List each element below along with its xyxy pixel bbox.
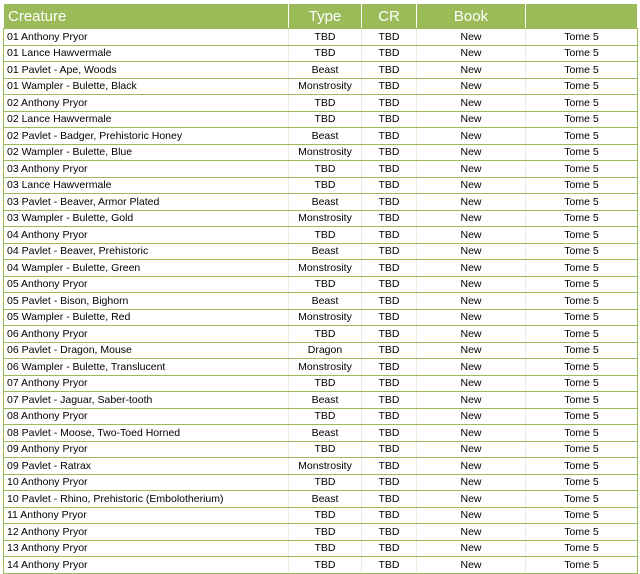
- tome-cell[interactable]: Tome 5: [526, 293, 638, 310]
- tome-cell[interactable]: Tome 5: [526, 95, 638, 112]
- tome-cell[interactable]: Tome 5: [526, 177, 638, 194]
- creature-cell[interactable]: 11 Anthony Pryor: [4, 507, 289, 524]
- book-cell[interactable]: New: [417, 128, 526, 145]
- creature-cell[interactable]: 01 Anthony Pryor: [4, 29, 289, 46]
- creature-cell[interactable]: 03 Wampler - Bulette, Gold: [4, 210, 289, 227]
- tome-cell[interactable]: Tome 5: [526, 227, 638, 244]
- table-row: [4, 425, 638, 442]
- creature-cell[interactable]: 02 Lance Hawvermale: [4, 111, 289, 128]
- type-cell[interactable]: Beast: [289, 194, 362, 211]
- table-row: [4, 557, 638, 574]
- column-header-tome[interactable]: [526, 4, 638, 29]
- book-cell[interactable]: New: [417, 276, 526, 293]
- cr-cell[interactable]: TBD: [362, 78, 417, 95]
- table-row: [4, 441, 638, 458]
- tome-cell[interactable]: Tome 5: [526, 111, 638, 128]
- cr-cell[interactable]: TBD: [362, 194, 417, 211]
- type-cell[interactable]: TBD: [289, 95, 362, 112]
- type-cell[interactable]: Beast: [289, 392, 362, 409]
- book-cell[interactable]: New: [417, 408, 526, 425]
- type-cell[interactable]: TBD: [289, 326, 362, 343]
- table-row: [4, 177, 638, 194]
- table-row: [4, 29, 638, 46]
- type-cell[interactable]: TBD: [289, 507, 362, 524]
- creature-cell[interactable]: 10 Anthony Pryor: [4, 474, 289, 491]
- cr-cell[interactable]: TBD: [362, 62, 417, 79]
- tome-cell[interactable]: Tome 5: [526, 29, 638, 46]
- creature-cell[interactable]: 01 Lance Hawvermale: [4, 45, 289, 62]
- cr-cell[interactable]: TBD: [362, 441, 417, 458]
- cr-cell[interactable]: TBD: [362, 408, 417, 425]
- table-row: [4, 326, 638, 343]
- tome-cell[interactable]: Tome 5: [526, 491, 638, 508]
- cr-cell[interactable]: TBD: [362, 45, 417, 62]
- table-row: [4, 95, 638, 112]
- book-cell[interactable]: New: [417, 210, 526, 227]
- cr-cell[interactable]: TBD: [362, 227, 417, 244]
- book-cell[interactable]: New: [417, 309, 526, 326]
- book-cell[interactable]: New: [417, 425, 526, 442]
- tome-cell[interactable]: Tome 5: [526, 326, 638, 343]
- tome-cell[interactable]: Tome 5: [526, 45, 638, 62]
- book-cell[interactable]: New: [417, 29, 526, 46]
- column-header-creature[interactable]: Creature: [4, 4, 289, 29]
- creature-cell[interactable]: 04 Anthony Pryor: [4, 227, 289, 244]
- type-cell[interactable]: Beast: [289, 425, 362, 442]
- type-cell[interactable]: Beast: [289, 243, 362, 260]
- table-row: [4, 309, 638, 326]
- creature-cell[interactable]: 14 Anthony Pryor: [4, 557, 289, 574]
- creature-cell[interactable]: 06 Wampler - Bulette, Translucent: [4, 359, 289, 376]
- table-row: [4, 62, 638, 79]
- cr-cell[interactable]: TBD: [362, 375, 417, 392]
- table-row: [4, 210, 638, 227]
- tome-cell[interactable]: Tome 5: [526, 375, 638, 392]
- table-row: [4, 359, 638, 376]
- table-row: [4, 227, 638, 244]
- book-cell[interactable]: New: [417, 45, 526, 62]
- tome-cell[interactable]: Tome 5: [526, 78, 638, 95]
- book-cell[interactable]: New: [417, 458, 526, 475]
- header-row: [4, 4, 638, 29]
- type-cell[interactable]: TBD: [289, 474, 362, 491]
- type-cell[interactable]: Monstrosity: [289, 144, 362, 161]
- cr-cell[interactable]: TBD: [362, 260, 417, 277]
- table-row: [4, 524, 638, 541]
- tome-cell[interactable]: Tome 5: [526, 161, 638, 178]
- table-body: [4, 29, 638, 574]
- tome-cell[interactable]: Tome 5: [526, 408, 638, 425]
- tome-cell[interactable]: Tome 5: [526, 359, 638, 376]
- type-cell[interactable]: Beast: [289, 128, 362, 145]
- tome-cell[interactable]: Tome 5: [526, 243, 638, 260]
- book-cell[interactable]: New: [417, 260, 526, 277]
- cr-cell[interactable]: TBD: [362, 425, 417, 442]
- type-cell[interactable]: TBD: [289, 375, 362, 392]
- creature-cell[interactable]: 12 Anthony Pryor: [4, 524, 289, 541]
- type-cell[interactable]: TBD: [289, 161, 362, 178]
- tome-cell[interactable]: Tome 5: [526, 260, 638, 277]
- creature-cell[interactable]: 10 Pavlet - Rhino, Prehistoric (Embolotherium): [4, 491, 289, 508]
- tome-cell[interactable]: Tome 5: [526, 276, 638, 293]
- cr-cell[interactable]: TBD: [362, 524, 417, 541]
- tome-cell[interactable]: Tome 5: [526, 392, 638, 409]
- book-cell[interactable]: New: [417, 293, 526, 310]
- table-row: [4, 458, 638, 475]
- book-cell[interactable]: New: [417, 491, 526, 508]
- creature-cell[interactable]: 03 Pavlet - Beaver, Armor Plated: [4, 194, 289, 211]
- book-cell[interactable]: New: [417, 326, 526, 343]
- tome-cell[interactable]: Tome 5: [526, 128, 638, 145]
- book-cell[interactable]: New: [417, 227, 526, 244]
- table-row: [4, 408, 638, 425]
- cr-cell[interactable]: TBD: [362, 95, 417, 112]
- cr-cell[interactable]: TBD: [362, 128, 417, 145]
- type-cell[interactable]: TBD: [289, 45, 362, 62]
- tome-cell[interactable]: Tome 5: [526, 557, 638, 574]
- creature-cell[interactable]: 02 Anthony Pryor: [4, 95, 289, 112]
- table-row: [4, 45, 638, 62]
- cr-cell[interactable]: TBD: [362, 210, 417, 227]
- creature-cell[interactable]: 04 Wampler - Bulette, Green: [4, 260, 289, 277]
- book-cell[interactable]: New: [417, 359, 526, 376]
- cr-cell[interactable]: TBD: [362, 458, 417, 475]
- cr-cell[interactable]: TBD: [362, 243, 417, 260]
- creature-cell[interactable]: 05 Anthony Pryor: [4, 276, 289, 293]
- type-cell[interactable]: Monstrosity: [289, 458, 362, 475]
- creature-cell[interactable]: 04 Pavlet - Beaver, Prehistoric: [4, 243, 289, 260]
- type-cell[interactable]: TBD: [289, 227, 362, 244]
- book-cell[interactable]: New: [417, 161, 526, 178]
- type-cell[interactable]: Beast: [289, 293, 362, 310]
- tome-cell[interactable]: Tome 5: [526, 507, 638, 524]
- type-cell[interactable]: TBD: [289, 29, 362, 46]
- table-row: [4, 194, 638, 211]
- book-cell[interactable]: New: [417, 78, 526, 95]
- creature-cell[interactable]: 01 Wampler - Bulette, Black: [4, 78, 289, 95]
- tome-cell[interactable]: Tome 5: [526, 458, 638, 475]
- type-cell[interactable]: TBD: [289, 276, 362, 293]
- table-row: [4, 540, 638, 557]
- type-cell[interactable]: TBD: [289, 540, 362, 557]
- book-cell[interactable]: New: [417, 177, 526, 194]
- book-cell[interactable]: New: [417, 441, 526, 458]
- table-row: [4, 111, 638, 128]
- cr-cell[interactable]: TBD: [362, 111, 417, 128]
- cr-cell[interactable]: TBD: [362, 326, 417, 343]
- column-header-type[interactable]: Type: [289, 4, 362, 29]
- type-cell[interactable]: Monstrosity: [289, 210, 362, 227]
- creature-cell[interactable]: 03 Anthony Pryor: [4, 161, 289, 178]
- type-cell[interactable]: TBD: [289, 177, 362, 194]
- book-cell[interactable]: New: [417, 342, 526, 359]
- table-row: [4, 243, 638, 260]
- table-row: [4, 128, 638, 145]
- creature-cell[interactable]: 07 Pavlet - Jaguar, Saber-tooth: [4, 392, 289, 409]
- creature-cell[interactable]: 03 Lance Hawvermale: [4, 177, 289, 194]
- cr-cell[interactable]: TBD: [362, 540, 417, 557]
- table-row: [4, 161, 638, 178]
- table-row: [4, 144, 638, 161]
- table-row: [4, 491, 638, 508]
- cr-cell[interactable]: TBD: [362, 293, 417, 310]
- creature-table: [3, 3, 638, 574]
- tome-cell[interactable]: Tome 5: [526, 540, 638, 557]
- type-cell[interactable]: TBD: [289, 524, 362, 541]
- type-cell[interactable]: Dragon: [289, 342, 362, 359]
- creature-cell[interactable]: 09 Anthony Pryor: [4, 441, 289, 458]
- type-cell[interactable]: TBD: [289, 111, 362, 128]
- table-row: [4, 392, 638, 409]
- tome-cell[interactable]: Tome 5: [526, 474, 638, 491]
- book-cell[interactable]: New: [417, 62, 526, 79]
- column-header-book[interactable]: Book: [417, 4, 526, 29]
- column-header-cr[interactable]: CR: [362, 4, 417, 29]
- cr-cell[interactable]: TBD: [362, 177, 417, 194]
- cr-cell[interactable]: TBD: [362, 29, 417, 46]
- book-cell[interactable]: New: [417, 95, 526, 112]
- table-row: [4, 78, 638, 95]
- creature-cell[interactable]: 02 Wampler - Bulette, Blue: [4, 144, 289, 161]
- tome-cell[interactable]: Tome 5: [526, 210, 638, 227]
- type-cell[interactable]: Monstrosity: [289, 260, 362, 277]
- creature-cell[interactable]: 13 Anthony Pryor: [4, 540, 289, 557]
- book-cell[interactable]: New: [417, 375, 526, 392]
- creature-cell[interactable]: 02 Pavlet - Badger, Prehistoric Honey: [4, 128, 289, 145]
- book-cell[interactable]: New: [417, 524, 526, 541]
- creature-cell[interactable]: 01 Pavlet - Ape, Woods: [4, 62, 289, 79]
- tome-cell[interactable]: Tome 5: [526, 524, 638, 541]
- type-cell[interactable]: Beast: [289, 491, 362, 508]
- creature-cell[interactable]: 05 Pavlet - Bison, Bighorn: [4, 293, 289, 310]
- cr-cell[interactable]: TBD: [362, 144, 417, 161]
- book-cell[interactable]: New: [417, 243, 526, 260]
- type-cell[interactable]: TBD: [289, 557, 362, 574]
- book-cell[interactable]: New: [417, 540, 526, 557]
- type-cell[interactable]: Beast: [289, 62, 362, 79]
- table-row: [4, 474, 638, 491]
- book-cell[interactable]: New: [417, 194, 526, 211]
- book-cell[interactable]: New: [417, 507, 526, 524]
- table-row: [4, 260, 638, 277]
- cr-cell[interactable]: TBD: [362, 161, 417, 178]
- cr-cell[interactable]: TBD: [362, 507, 417, 524]
- type-cell[interactable]: TBD: [289, 441, 362, 458]
- type-cell[interactable]: TBD: [289, 408, 362, 425]
- creature-cell[interactable]: 09 Pavlet - Ratrax: [4, 458, 289, 475]
- table-row: [4, 276, 638, 293]
- tome-cell[interactable]: Tome 5: [526, 194, 638, 211]
- tome-cell[interactable]: Tome 5: [526, 144, 638, 161]
- tome-cell[interactable]: Tome 5: [526, 342, 638, 359]
- type-cell[interactable]: Monstrosity: [289, 78, 362, 95]
- creature-cell[interactable]: 06 Anthony Pryor: [4, 326, 289, 343]
- cr-cell[interactable]: TBD: [362, 309, 417, 326]
- type-cell[interactable]: Monstrosity: [289, 359, 362, 376]
- cr-cell[interactable]: TBD: [362, 491, 417, 508]
- creature-cell[interactable]: 05 Wampler - Bulette, Red: [4, 309, 289, 326]
- book-cell[interactable]: New: [417, 144, 526, 161]
- tome-cell[interactable]: Tome 5: [526, 441, 638, 458]
- book-cell[interactable]: New: [417, 474, 526, 491]
- creature-cell[interactable]: 08 Pavlet - Moose, Two-Toed Horned: [4, 425, 289, 442]
- book-cell[interactable]: New: [417, 557, 526, 574]
- cr-cell[interactable]: TBD: [362, 276, 417, 293]
- table-row: [4, 342, 638, 359]
- creature-cell[interactable]: 07 Anthony Pryor: [4, 375, 289, 392]
- table-row: [4, 293, 638, 310]
- tome-cell[interactable]: Tome 5: [526, 309, 638, 326]
- cr-cell[interactable]: TBD: [362, 342, 417, 359]
- cr-cell[interactable]: TBD: [362, 474, 417, 491]
- cr-cell[interactable]: TBD: [362, 557, 417, 574]
- cr-cell[interactable]: TBD: [362, 392, 417, 409]
- cr-cell[interactable]: TBD: [362, 359, 417, 376]
- book-cell[interactable]: New: [417, 111, 526, 128]
- type-cell[interactable]: Monstrosity: [289, 309, 362, 326]
- tome-cell[interactable]: Tome 5: [526, 425, 638, 442]
- tome-cell[interactable]: Tome 5: [526, 62, 638, 79]
- table-row: [4, 375, 638, 392]
- book-cell[interactable]: New: [417, 392, 526, 409]
- table-row: [4, 507, 638, 524]
- creature-cell[interactable]: 06 Pavlet - Dragon, Mouse: [4, 342, 289, 359]
- creature-cell[interactable]: 08 Anthony Pryor: [4, 408, 289, 425]
